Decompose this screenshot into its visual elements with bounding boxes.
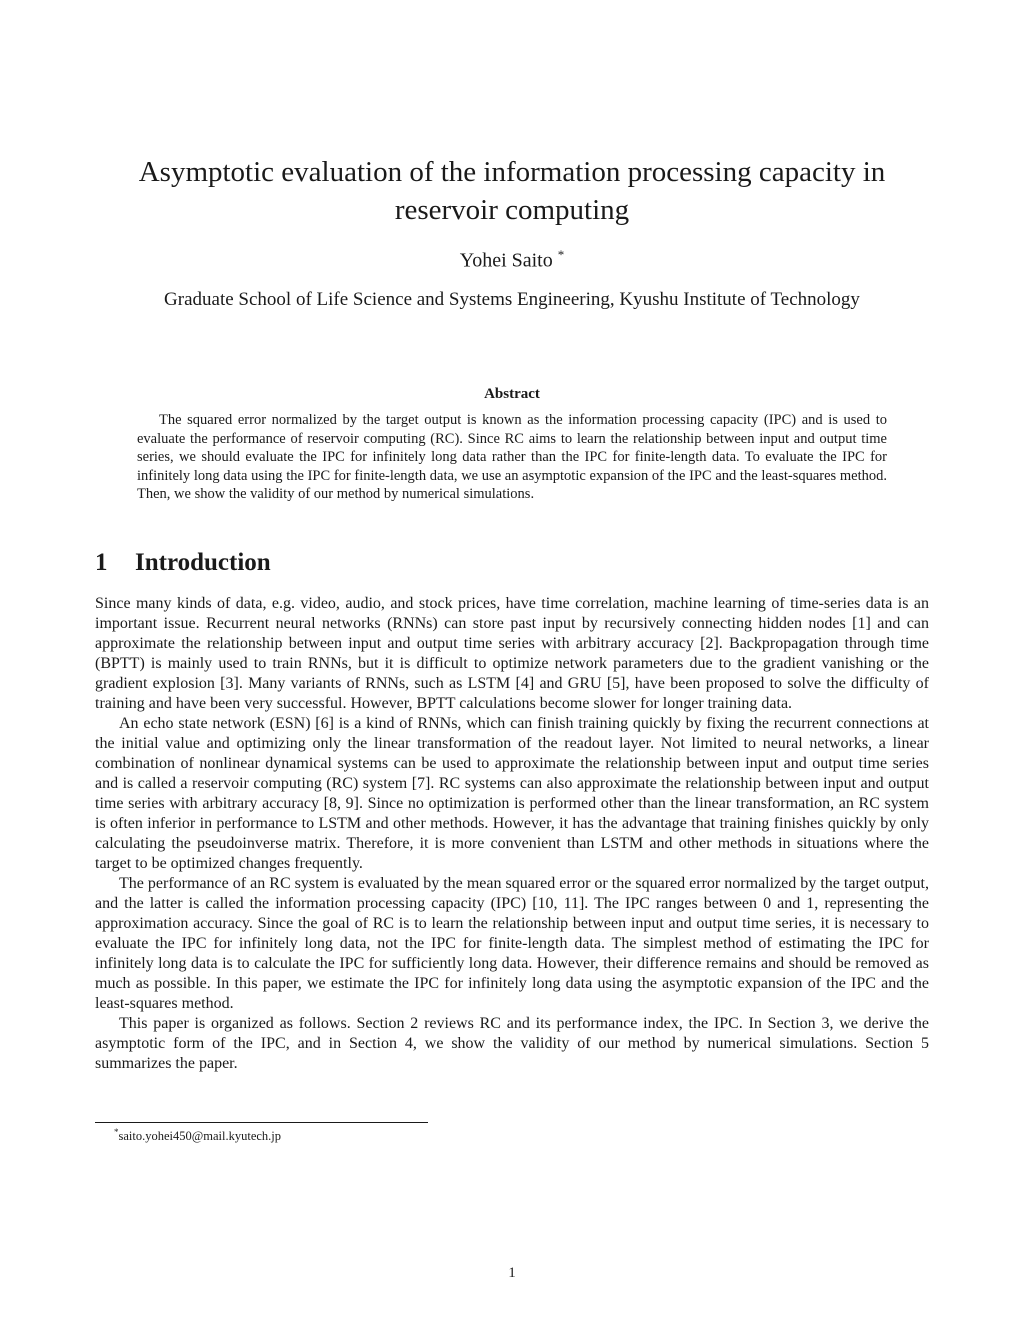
paper-title: Asymptotic evaluation of the information processing capacity in reservoir computing bbox=[138, 156, 886, 226]
page-number: 1 bbox=[508, 1265, 516, 1281]
author-affiliation: Graduate School of Life Science and Systems Engineering, Kyushu Institute of Technology bbox=[164, 289, 860, 310]
body-paragraph: This paper is organized as follows. Section 2 reviews RC and its performance index, the IPC. In Section 3, we derive the asymptotic form of the IPC, and in Section 4, we show the validity of our method by numerical simulations. Section 5 summarizes the paper. bbox=[95, 1015, 929, 1072]
section-heading bbox=[95, 549, 271, 577]
author-name: Yohei Saito bbox=[459, 249, 553, 272]
body-paragraph: The performance of an RC system is evaluated by the mean squared error or the squared error normalized by the target output, and the latter is called the information processing capacity (IPC) [10, 11]. The IPC ranges between 0 and 1, representing the approximation accuracy. Since the goal of RC is to learn the relationship between input and output time series, it is necessary to evaluate the IPC for infinitely long data, not the IPC for finite-length data. The simplest method of estimating the IPC for infinitely long data is to calculate the IPC for sufficiently long data. However, their difference remains and should be removed as much as possible. In this paper, we estimate the IPC for infinitely long data using the asymptotic expansion of the IPC and the least-squares method. bbox=[95, 875, 929, 1012]
footnote-mark: * bbox=[114, 1127, 119, 1137]
section-number: 1 bbox=[95, 549, 108, 576]
abstract-body: The squared error normalized by the target output is known as the information processing capacity (IPC) and is used to evaluate the performance of reservoir computing (RC). Since RC aims to learn the relationship between input and output time series, we should evaluate the IPC for infinitely long data rather than the IPC for finite-length data. To evaluate the IPC for infinitely long data using the IPC for finite-length data, we use an asymptotic expansion of the IPC and the least-squares method. Then, we show the validity of our method by numerical simulations. bbox=[137, 412, 887, 502]
author-footnote-mark: * bbox=[557, 247, 565, 262]
introduction-body bbox=[95, 594, 929, 1074]
abstract-heading: Abstract bbox=[484, 386, 540, 402]
author-line bbox=[95, 247, 929, 273]
body-paragraph: Since many kinds of data, e.g. video, audio, and stock prices, have time correlation, machine learning of time-series data is an important issue. Recurrent neural networks (RNNs) can store past input by recursively connecting hidden nodes [1] and can approximate the relationship between input and output time series with arbitrary accuracy [2]. Backpropagation through time (BPTT) is mainly used to train RNNs, but it is difficult to optimize network parameters due to the gradient vanishing or the gradient explosion [3]. Many variants of RNNs, such as LSTM [4] and GRU [5], have been proposed to solve the difficulty of training and have been very successful. However, BPTT calculations become slower for longer training data. bbox=[95, 595, 929, 712]
arxiv-identifier-stamp bbox=[2, 320, 66, 904]
footnote-rule bbox=[95, 1122, 428, 1123]
footnote-email: saito.yohei450@mail.kyutech.jp bbox=[118, 1129, 282, 1144]
footnote bbox=[114, 1127, 281, 1144]
arxiv-stamp-svg bbox=[2, 320, 66, 904]
body-paragraph: An echo state network (ESN) [6] is a kind of RNNs, which can finish training quickly by fixing the recurrent connections at the initial value and optimizing only the linear transformation of the readout layer. Not limited to neural networks, a linear combination of nonlinear dynamical systems can be used to approximate the relationship between input and output time series and is called a reservoir computing (RC) system [7]. RC systems can also approximate the relationship between input and output time series with arbitrary accuracy [8, 9]. Since no optimization is performed other than the linear transformation, an RC system is often inferior in performance to LSTM and other methods. However, it has the advantage that training finishes quickly by only calculating the pseudoinverse matrix. Therefore, it is more convenient than LSTM and other methods in situations where the target to be optimized changes frequently. bbox=[95, 715, 929, 872]
section-title: Introduction bbox=[135, 549, 271, 576]
